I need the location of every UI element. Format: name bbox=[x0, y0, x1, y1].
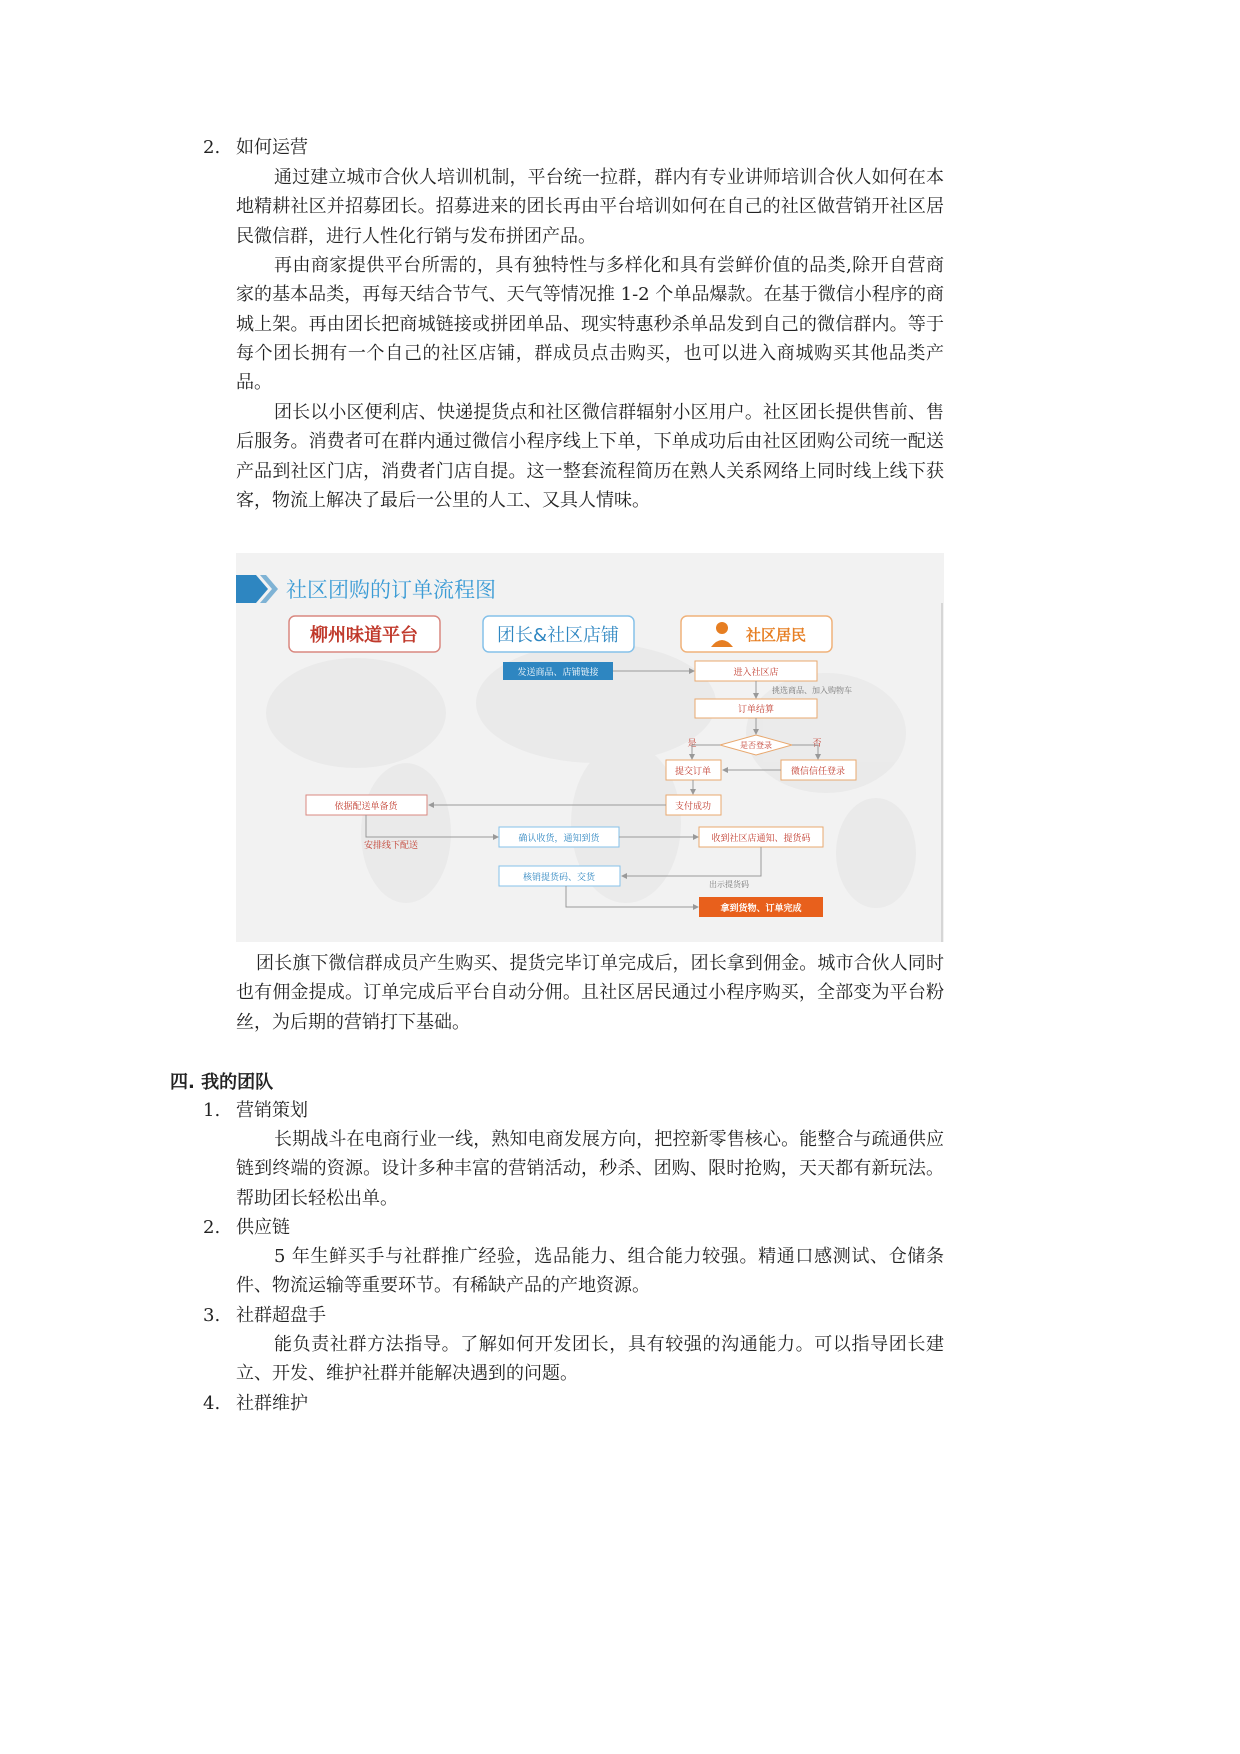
section-title: 如何运营 bbox=[236, 137, 308, 158]
lane-platform-label: 柳州味道平台 bbox=[310, 625, 418, 646]
prepare-goods-label: 依据配送单备货 bbox=[334, 802, 398, 812]
team-item-text: 能负责社群方法指导。了解如何开发团长，具有较强的沟通能力。可以指导团长建立、开发、维护社群并能解决遇到的问题。 bbox=[236, 1334, 944, 1385]
paragraph: 团长以小区便利店、快递提货点和社区微信群辐射小区用户。社区团长提供售前、售后服务。消费者可在群内通过微信小程序线上下单，下单成功后由社区团购公司统一配送产品到社区门店，消费者门店自提。这一整套流程简历在熟人关系网络上同时线上线下获客，物流上解决了最后一公里的人工、又具人情味。 bbox=[236, 402, 944, 511]
enter-store-label: 进入社区店 bbox=[733, 668, 779, 678]
list-number: 4. bbox=[203, 1393, 221, 1414]
lane-resident-label: 社区居民 bbox=[745, 626, 807, 644]
flowchart-svg bbox=[236, 553, 944, 942]
team-item-title: 社群维护 bbox=[236, 1393, 308, 1414]
done-label: 拿到货物、订单完成 bbox=[720, 904, 802, 914]
paragraph-after-figure: 团长旗下微信群成员产生购买、提货完毕订单完成后，团长拿到佣金。城市合伙人同时也有佣金提成。订单完成后平台自动分佣。且社区居民通过小程序购买，全部变为平台粉丝，为后期的营销打下基础。 bbox=[236, 953, 944, 1033]
team-item-title: 供应链 bbox=[236, 1217, 290, 1238]
team-item-title: 营销策划 bbox=[236, 1100, 308, 1121]
notice-label: 收到社区店通知、提货码 bbox=[711, 834, 811, 844]
pick-goods-label: 挑选商品、加入购物车 bbox=[772, 686, 852, 695]
list-number: 3. bbox=[203, 1305, 221, 1326]
send-goods-label: 发送商品、店铺链接 bbox=[517, 668, 599, 678]
wechat-login-label: 微信信任登录 bbox=[790, 767, 846, 777]
flowchart-title: 社区团购的订单流程图 bbox=[286, 578, 496, 602]
list-number: 1. bbox=[203, 1100, 221, 1121]
order-flowchart-image bbox=[236, 553, 944, 942]
team-item-text: 5 年生鲜买手与社群推广经验，选品能力、组合能力较强。精通口感测试、仓储条件、物流运输等重要环节。有稀缺产品的产地资源。 bbox=[236, 1246, 944, 1297]
section-heading-team: 四. 我的团队 bbox=[170, 1072, 274, 1093]
show-code-label: 出示提货码 bbox=[709, 880, 749, 889]
verify-label: 核销提货码、交货 bbox=[522, 873, 596, 883]
title-arrow-icon bbox=[236, 575, 268, 603]
paragraph: 通过建立城市合伙人培训机制，平台统一拉群，群内有专业讲师培训合伙人如何在本地精耕社区并招募团长。招募进来的团长再由平台培训如何在自己的社区做营销开社区居民微信群，进行人性化行销与发布拼团产品。 bbox=[236, 167, 944, 247]
list-number: 2. bbox=[203, 137, 221, 158]
paid-label: 支付成功 bbox=[674, 802, 712, 812]
list-number: 2. bbox=[203, 1217, 221, 1238]
lane-leader-label: 团长&社区店铺 bbox=[496, 625, 620, 646]
team-item-title: 社群超盘手 bbox=[236, 1305, 326, 1326]
deliver-label: 安排线下配送 bbox=[364, 841, 419, 851]
submit-order-label: 提交订单 bbox=[674, 767, 712, 777]
login-decision-label: 是否登录 bbox=[740, 741, 772, 750]
no-label: 否 bbox=[812, 739, 822, 749]
checkout-label: 订单结算 bbox=[737, 705, 775, 715]
yes-label: 是 bbox=[687, 739, 697, 749]
paragraph: 再由商家提供平台所需的，具有独特性与多样化和具有尝鲜价值的品类,除开自营商家的基本品类，再每天结合节气、天气等情况推 1-2 个单品爆款。在基于微信小程序的商城上架。再由团长把商城链接或拼团单品、现实特惠秒杀单品发到自己的微信群内。等于每个团长拥有一个自己的社区店铺，群成员点击购买，也可以进入商城购买其他品类产品。 bbox=[236, 255, 944, 394]
team-item-text: 长期战斗在电商行业一线，熟知电商发展方向，把控新零售核心。能整合与疏通供应链到终端的资源。设计多种丰富的营销活动，秒杀、团购、限时抢购，天天都有新玩法。帮助团长轻松出单。 bbox=[236, 1129, 944, 1209]
confirm-label: 确认收货，通知到货 bbox=[518, 834, 600, 844]
